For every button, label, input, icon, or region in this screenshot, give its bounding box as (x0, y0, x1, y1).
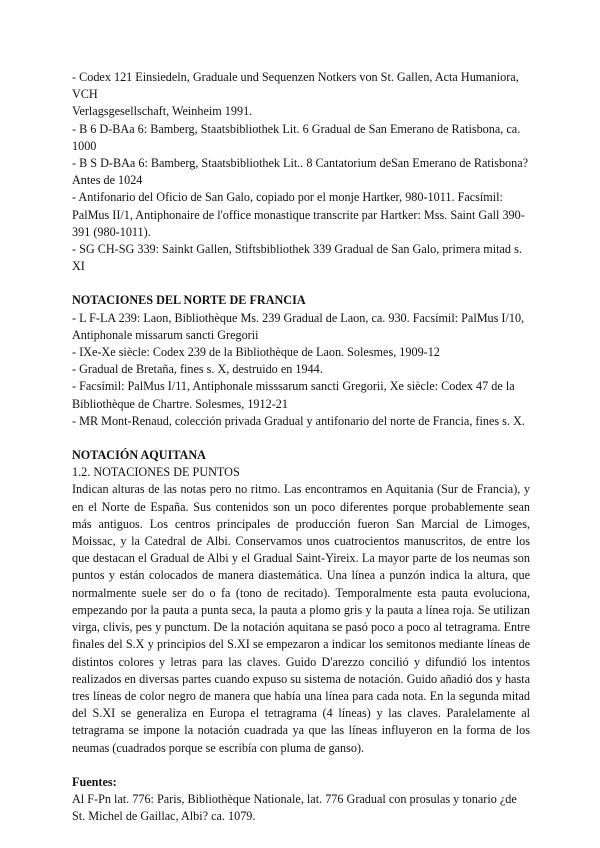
list-item: - B 6 D-BAa 6: Bamberg, Staatsbibliothek Lit. 6 Gradual de San Emerano de Ratisbona, ca. 1000 (72, 121, 521, 153)
list-item: - SG CH-SG 339: Sainkt Gallen, Stiftsbibliothek 339 Gradual de San Galo, primera mitad s. XI (72, 242, 522, 274)
spacer (72, 430, 530, 447)
list-item: - Codex 121 Einsiedeln, Graduale und Sequenzen Notkers von St. Gallen, Acta Humaniora, VCH (72, 70, 519, 102)
spacer (72, 275, 530, 292)
text-column (72, 69, 530, 825)
section-heading: NOTACIÓN AQUITANA (72, 448, 206, 463)
list-item: - Facsímil: PalMus I/11, Antiphonale misssarum sancti Gregorii, Xe siècle: Codex 47 de la Bibliothèque de Chartre. Solesmes, 1912-21 (72, 379, 515, 411)
section-norte-de-francia (72, 292, 530, 430)
list-item: - IXe-Xe siècle: Codex 239 de la Bibliothèque de Laon. Solesmes, 1909-12 (72, 345, 440, 360)
list-item: - Gradual de Bretaña, fines s. X, destruido en 1944. (72, 362, 323, 377)
section-fuentes (72, 774, 530, 826)
list-item: - Antifonario del Oficio de San Galo, copiado por el monje Hartker, 980-1011. Facsímil: PalMus II/1, Antiphonaire de l'office monastique transcrite par Hartker: Mss. Saint Gall 390-391 (980-1011). (72, 190, 525, 239)
spacer (72, 757, 530, 774)
section-subheading: 1.2. NOTACIONES DE PUNTOS (72, 465, 240, 480)
list-item: - MR Mont-Renaud, colección privada Gradual y antifonario del norte de Francia, fines s. X. (72, 413, 525, 428)
section-heading: NOTACIONES DEL NORTE DE FRANCIA (72, 293, 306, 308)
section-notacion-aquitana (72, 447, 530, 757)
source-entry: Al F-Pn lat. 776: Paris, Bibliothèque Nationale, lat. 776 Gradual con prosulas y tonario ¿de St. Michel de Gaillac, Albi? ca. 1079. (72, 791, 517, 824)
sources-list-saint-gall (72, 69, 530, 275)
list-item: Verlagsgesellschaft, Weinheim 1991. (72, 104, 253, 119)
list-item: - L F-LA 239: Laon, Bibliothèque Ms. 239 Gradual de Laon, ca. 930. Facsímil: PalMus I/10, Antiphonale missarum sancti Gregorii (72, 310, 525, 342)
list-item: - B S D-BAa 6: Bamberg, Staatsbibliothek Lit.. 8 Cantatorium deSan Emerano de Ratisbona? Antes de 1024 (72, 156, 529, 188)
body-paragraph: Indican alturas de las notas pero no ritmo. Las encontramos en Aquitania (Sur de Francia), y en el Norte de España. Sus contenidos son un poco diferentes porque probablemente sean más antiguos. Los centros principales de producción fueron San Marcial de Limoges, Moissac, y la Catedral de Albi. Conservamos unos cuatrocientos manuscritos, de entre los que destacan el Gradual de Albi y el Gradual Saint-Yireix. La mayor parte de los neumas son puntos y están colocados de manera diastemática. Una línea a punzón indica la altura, que normalmente suele ser do o fa (tono de recitado). Temporalmente esta pauta evoluciona, empezando por la pauta a punta seca, la pauta a plomo gris y la pauta a línea roja. Se utilizan virga, clivis, pes y punctum. De la notación aquitana se pasó poco a poco al tetragrama. Entre finales del S.X y principios del S.XI se empezaron a indicar los semitonos mediante líneas de distintos colores y letras para las claves. Guido D'arezzo concilió y difundió los intentos realizados en diversas partes cuando expuso su sistema de notación. Guido añadió dos y hasta tres líneas de color negro de manera que había una línea para cada nota. En la segunda mitad del S.XI se generaliza en Europa el tetragrama (4 líneas) y las claves. Paralelamente al tetragrama se impone la notación cuadrada ya que las líneas influyeron en la forma de los neumas (cuadrados porque se escribía con pluma de ganso). (72, 482, 530, 755)
section-heading: Fuentes: (72, 774, 117, 789)
